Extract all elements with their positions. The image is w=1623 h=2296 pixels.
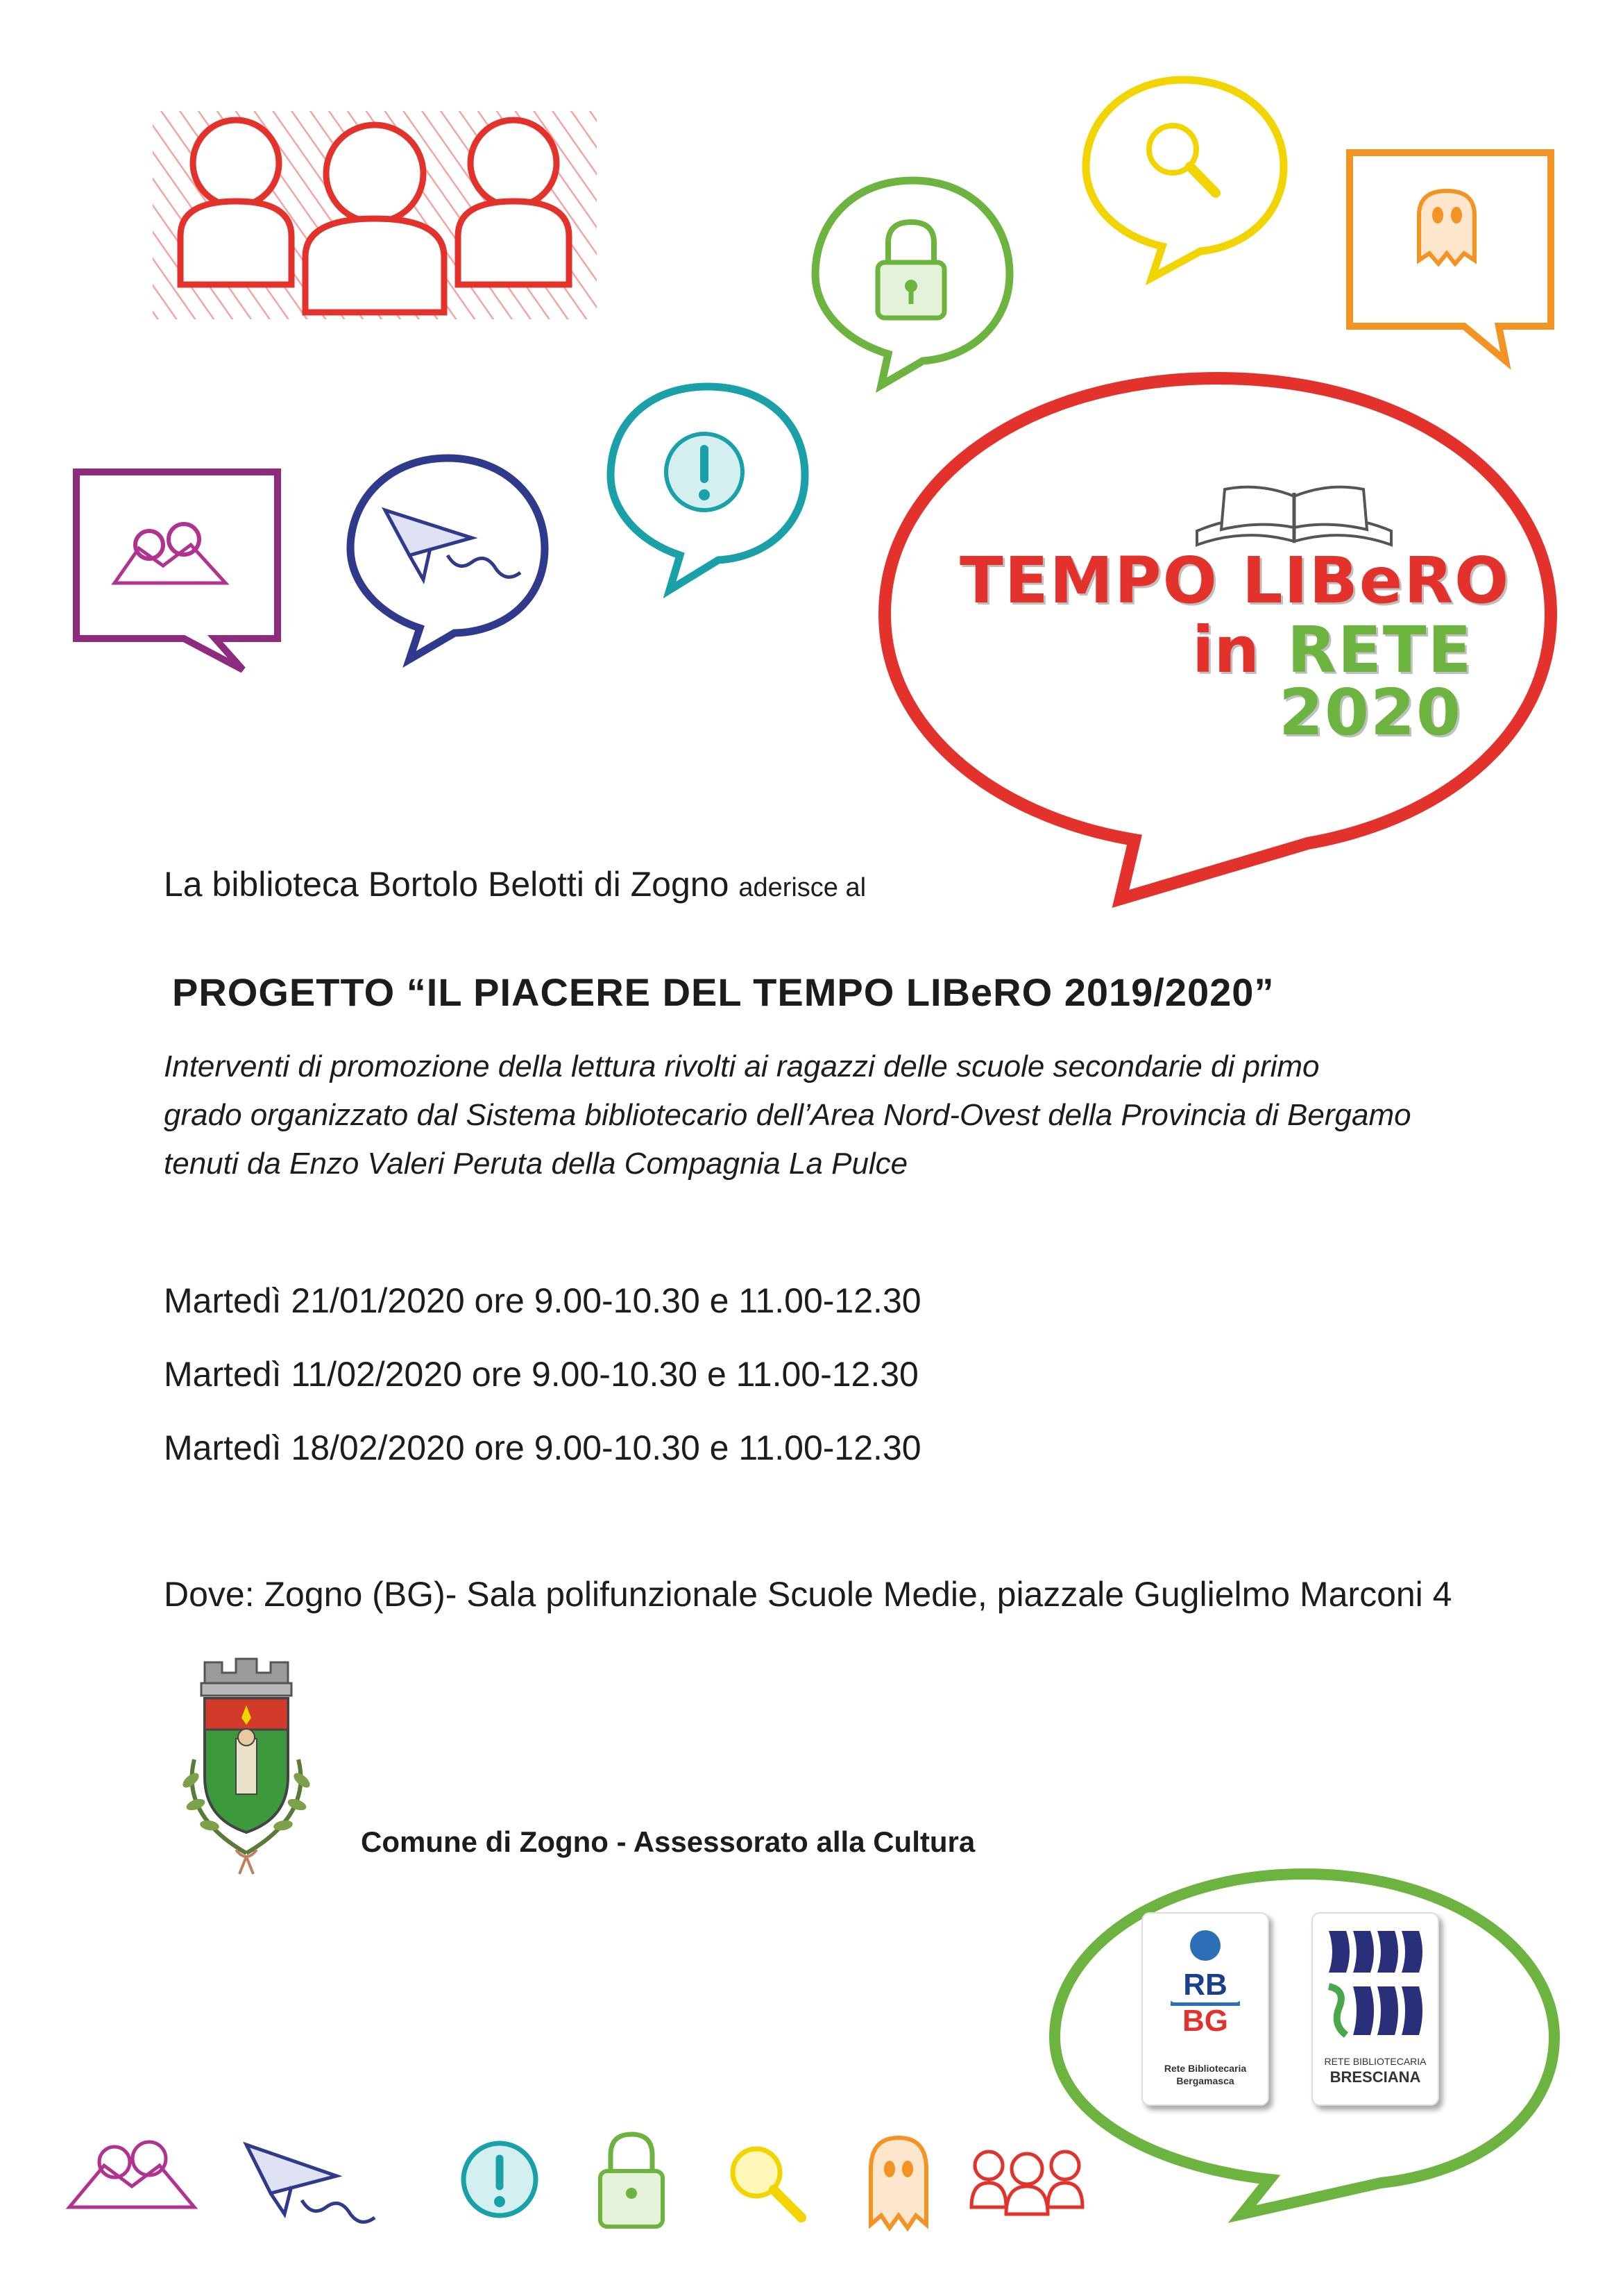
brand-line-1: TEMPO LIBeRO <box>960 543 1511 618</box>
dates-list <box>164 1281 921 1501</box>
date-item: Martedì 11/02/2020 ore 9.00-10.30 e 11.00-12.30 <box>164 1355 919 1394</box>
map-bubble-icon <box>66 462 295 691</box>
people-group-small-icon <box>971 2152 1082 2214</box>
description-line: tenuti da Enzo Valeri Peruta della Compagnia La Pulce <box>164 1147 908 1181</box>
description-line: grado organizzato dal Sistema bibliotecario dell’Area Nord-Ovest della Provincia di Bergamo <box>164 1098 1411 1132</box>
padlock-icon <box>600 2134 663 2227</box>
library-name: La biblioteca Bortolo Belotti di Zogno <box>164 865 729 904</box>
project-description <box>164 1043 1517 1188</box>
paper-plane-bubble-icon <box>333 444 562 673</box>
location-line: Dove: Zogno (BG)- Sala polifunzionale Scuole Medie, piazzale Guglielmo Marconi 4 <box>164 1575 1452 1614</box>
ghost-icon <box>871 2138 926 2228</box>
people-group-icon <box>132 97 618 333</box>
ghost-bubble-icon <box>1336 142 1565 371</box>
zogno-coat-of-arms-icon <box>167 1655 326 1884</box>
exclamation-bubble-icon <box>593 371 822 600</box>
bresciana-mark-icon <box>1325 1927 1426 2042</box>
project-title: PROGETTO “IL PIACERE DEL TEMPO LIBeRO 2019/2020” <box>172 970 1275 1014</box>
description-line: Interventi di promozione della lettura rivolti ai ragazzi delle scuole secondarie di primo <box>164 1049 1320 1083</box>
rbbg-sub: BG <box>1182 2004 1228 2038</box>
date-item: Martedì 18/02/2020 ore 9.00-10.30 e 11.00-12.30 <box>164 1428 921 1467</box>
magnifier-bubble-icon <box>1069 62 1298 292</box>
rbbg-name-2: Bergamasca <box>1176 2075 1234 2086</box>
rbbs-name-2: BRESCIANA <box>1329 2068 1421 2086</box>
intro-line <box>164 864 866 904</box>
padlock-bubble-icon <box>798 167 1027 396</box>
brand-line-2-in: in <box>1192 613 1260 687</box>
magnifier-icon <box>733 2149 801 2218</box>
open-book-icon <box>1197 487 1391 545</box>
brand-line-2-rete: RETE <box>1287 613 1473 687</box>
rbbs-name-1: RETE BIBLIOTECARIA <box>1324 2056 1427 2067</box>
rete-bibliotecaria-bergamasca-logo <box>1141 1912 1269 2106</box>
joins-text: aderisce al <box>738 873 867 902</box>
brand-line-3: 2020 <box>1279 675 1463 750</box>
rete-bibliotecaria-bresciana-logo <box>1311 1912 1439 2106</box>
comune-credit: Comune di Zogno - Assessorato alla Cultura <box>361 1825 976 1858</box>
logos-speech-bubble <box>1041 1860 1568 2228</box>
exclamation-icon <box>464 2143 536 2215</box>
date-item: Martedì 21/01/2020 ore 9.00-10.30 e 11.00-12.30 <box>164 1281 921 1320</box>
rbbg-abbr: RB <box>1169 1968 1241 2002</box>
map-icon <box>69 2142 194 2207</box>
rbbg-name-1: Rete Bibliotecaria <box>1164 2063 1247 2074</box>
paper-plane-icon <box>246 2145 375 2222</box>
bottom-icon-row <box>62 2124 1103 2263</box>
